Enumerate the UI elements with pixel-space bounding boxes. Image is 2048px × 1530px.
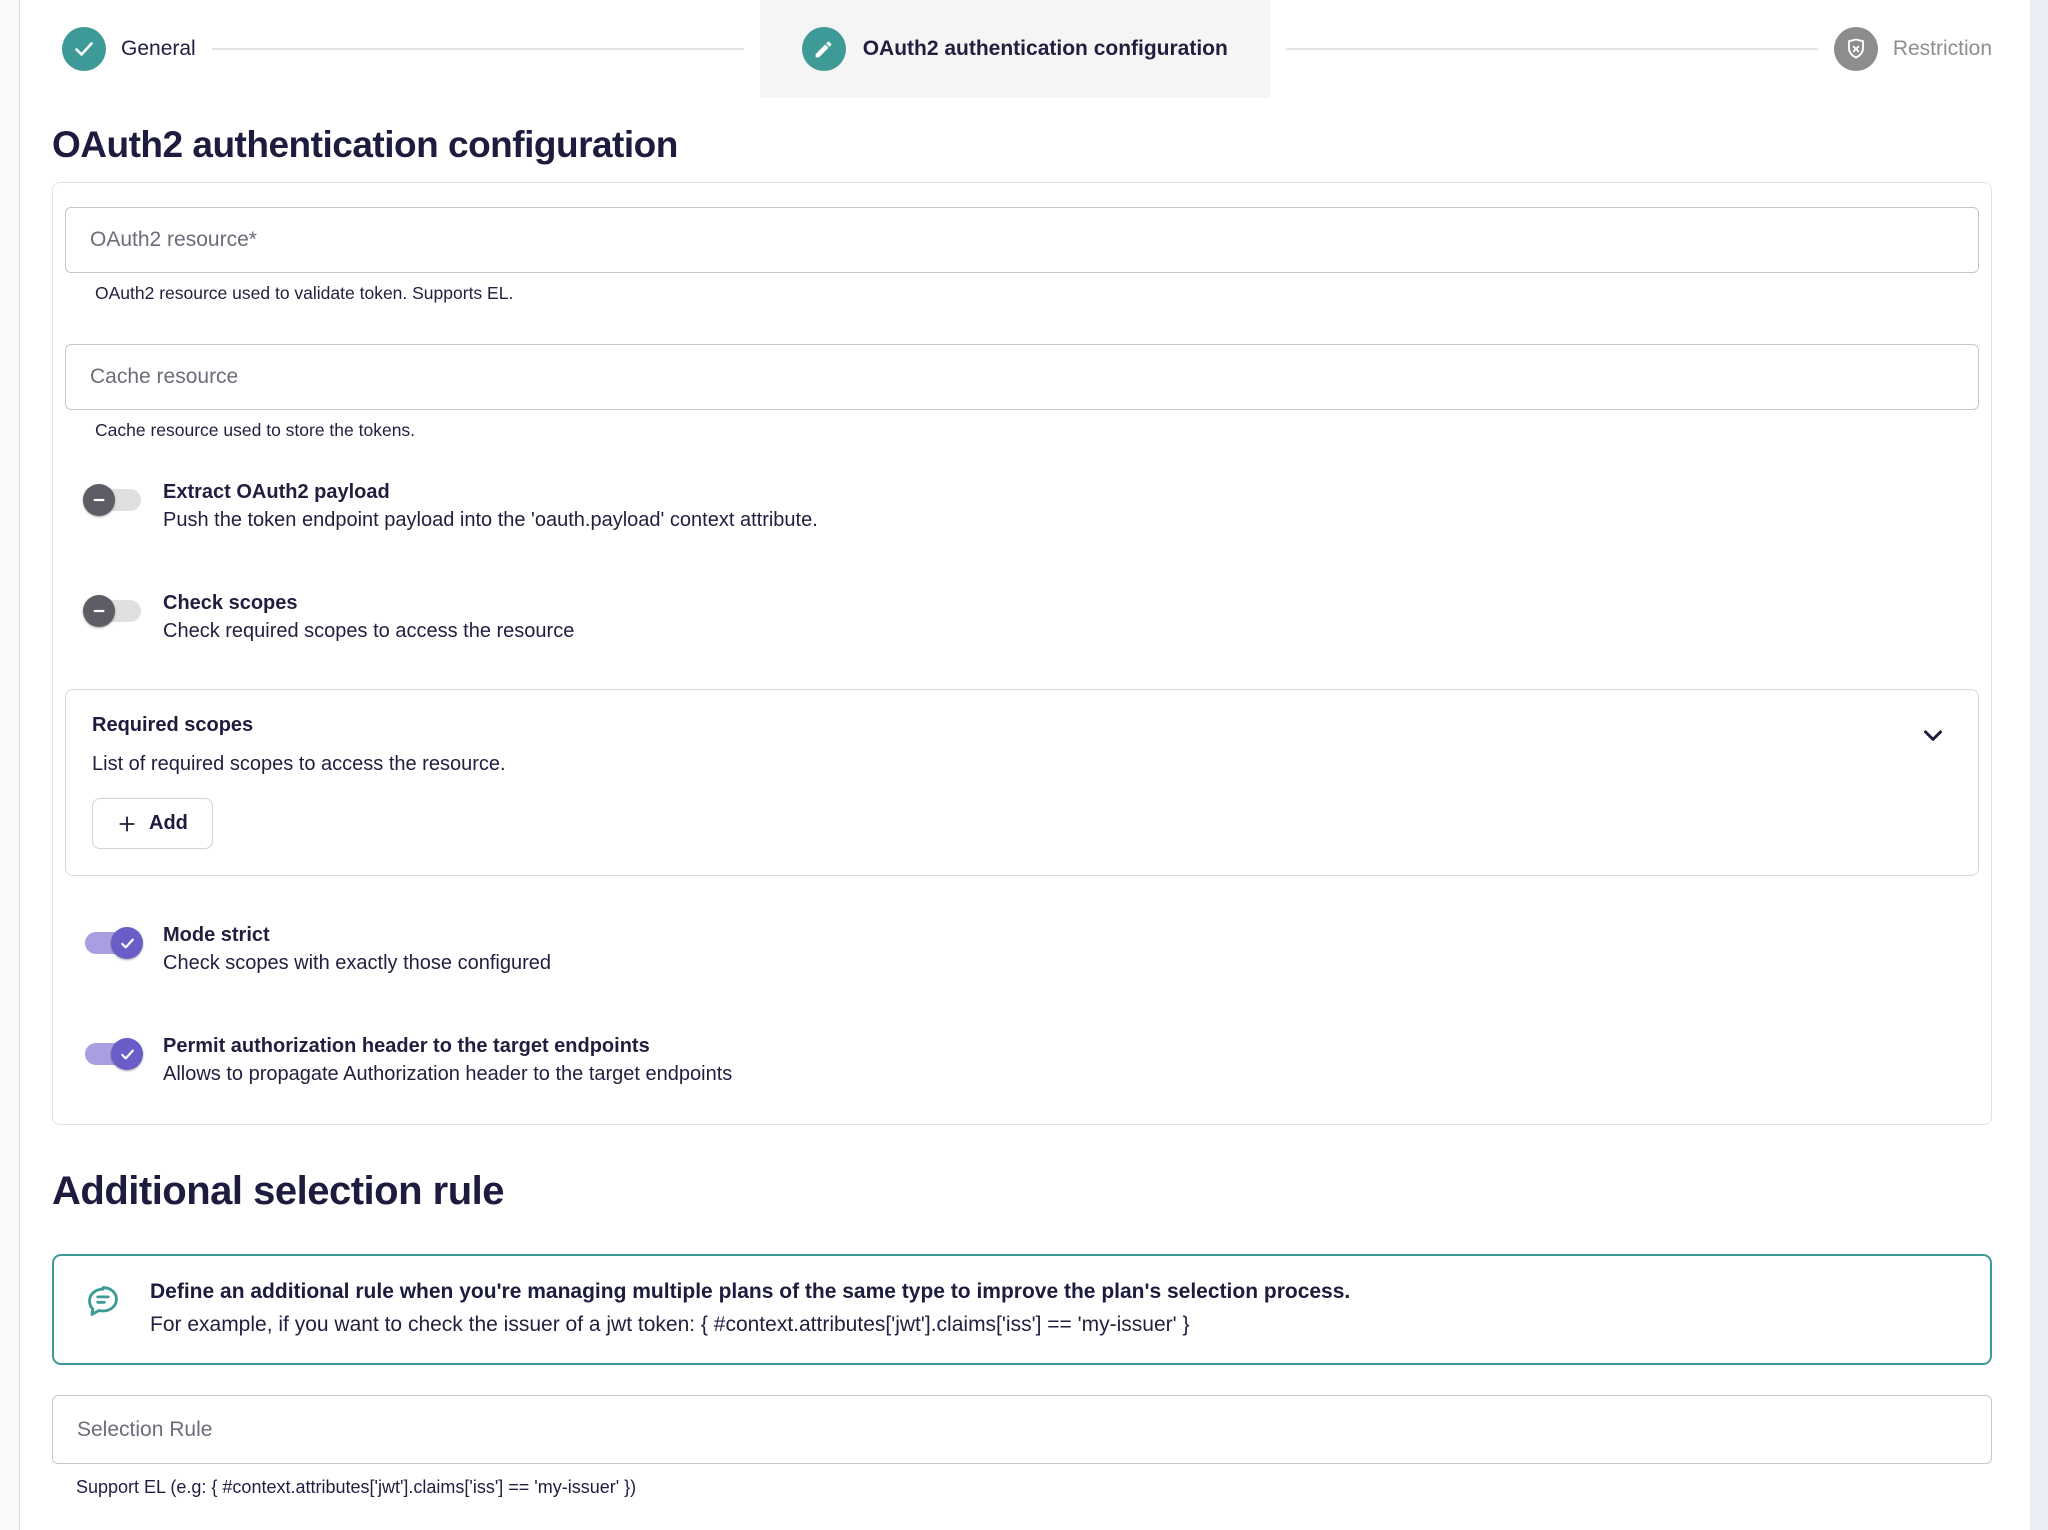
required-scopes-section — [65, 689, 1979, 876]
stepper-connector — [1286, 48, 1818, 50]
left-gutter — [0, 0, 20, 1530]
step-general[interactable] — [62, 27, 196, 71]
pencil-icon — [802, 27, 846, 71]
extract-payload-row — [85, 481, 1979, 532]
required-scopes-description: List of required scopes to access the resource. — [92, 753, 506, 775]
check-scopes-toggle[interactable] — [85, 600, 141, 622]
selection-rule-hint: Support EL (e.g: { #context.attributes['jwt'].claims['iss'] == 'my-issuer' }) — [76, 1477, 637, 1497]
cache-resource-input[interactable] — [65, 344, 1979, 410]
oauth2-resource-hint: OAuth2 resource used to validate token. Supports EL. — [95, 283, 514, 303]
step-general-label: General — [121, 37, 196, 60]
stepper-connector — [212, 48, 744, 50]
permit-auth-header-label: Permit authorization header to the target endpoints — [163, 1035, 650, 1057]
banner-line2: For example, if you want to check the issuer of a jwt token: { #context.attributes['jwt'].claims['iss'] == 'my-issuer' } — [150, 1313, 1190, 1336]
plus-icon — [117, 814, 137, 834]
extract-payload-toggle[interactable] — [85, 489, 141, 511]
check-scopes-description: Check required scopes to access the resource — [163, 620, 575, 642]
permit-auth-header-row — [85, 1035, 1979, 1086]
page-title: OAuth2 authentication configuration — [52, 124, 678, 165]
extract-payload-description: Push the token endpoint payload into the 'oauth.payload' context attribute. — [163, 509, 818, 531]
chevron-down-icon[interactable] — [1914, 716, 1952, 754]
additional-selection-rule-title: Additional selection rule — [52, 1169, 505, 1213]
selection-rule-info-banner — [52, 1254, 1992, 1365]
add-scope-button[interactable] — [92, 798, 213, 849]
cache-resource-hint: Cache resource used to store the tokens. — [95, 420, 416, 440]
scrollbar-track[interactable] — [2030, 0, 2048, 1530]
step-oauth2-active[interactable] — [760, 0, 1270, 98]
toggle-on-check-icon — [111, 927, 143, 959]
oauth2-config-card — [52, 182, 1992, 1125]
check-scopes-row — [85, 592, 1979, 643]
shield-x-icon — [1834, 27, 1878, 71]
mode-strict-label: Mode strict — [163, 924, 270, 946]
mode-strict-toggle[interactable] — [85, 932, 141, 954]
banner-line1: Define an additional rule when you're managing multiple plans of the same type to improve the plan's selection process. — [150, 1280, 1351, 1303]
chat-info-icon — [84, 1282, 122, 1325]
step-restriction[interactable] — [1834, 27, 1992, 71]
plan-wizard-panel — [20, 0, 2030, 1530]
selection-rule-input[interactable] — [52, 1395, 1992, 1464]
toggle-off-dash-icon — [83, 484, 115, 516]
required-scopes-title: Required scopes — [92, 714, 254, 736]
step-oauth2-label: OAuth2 authentication configuration — [862, 37, 1228, 60]
step-restriction-label: Restriction — [1892, 37, 1993, 60]
check-icon — [62, 27, 106, 71]
toggle-on-check-icon — [111, 1038, 143, 1070]
mode-strict-description: Check scopes with exactly those configured — [163, 952, 551, 974]
oauth2-resource-input[interactable] — [65, 207, 1979, 273]
extract-payload-label: Extract OAuth2 payload — [163, 481, 390, 503]
permit-auth-header-toggle[interactable] — [85, 1043, 141, 1065]
check-scopes-label: Check scopes — [163, 592, 298, 614]
wizard-stepper — [20, 0, 2030, 98]
mode-strict-row — [85, 924, 1979, 975]
permit-auth-header-description: Allows to propagate Authorization header to the target endpoints — [163, 1063, 733, 1085]
toggle-off-dash-icon — [83, 595, 115, 627]
add-scope-button-label: Add — [149, 812, 188, 834]
